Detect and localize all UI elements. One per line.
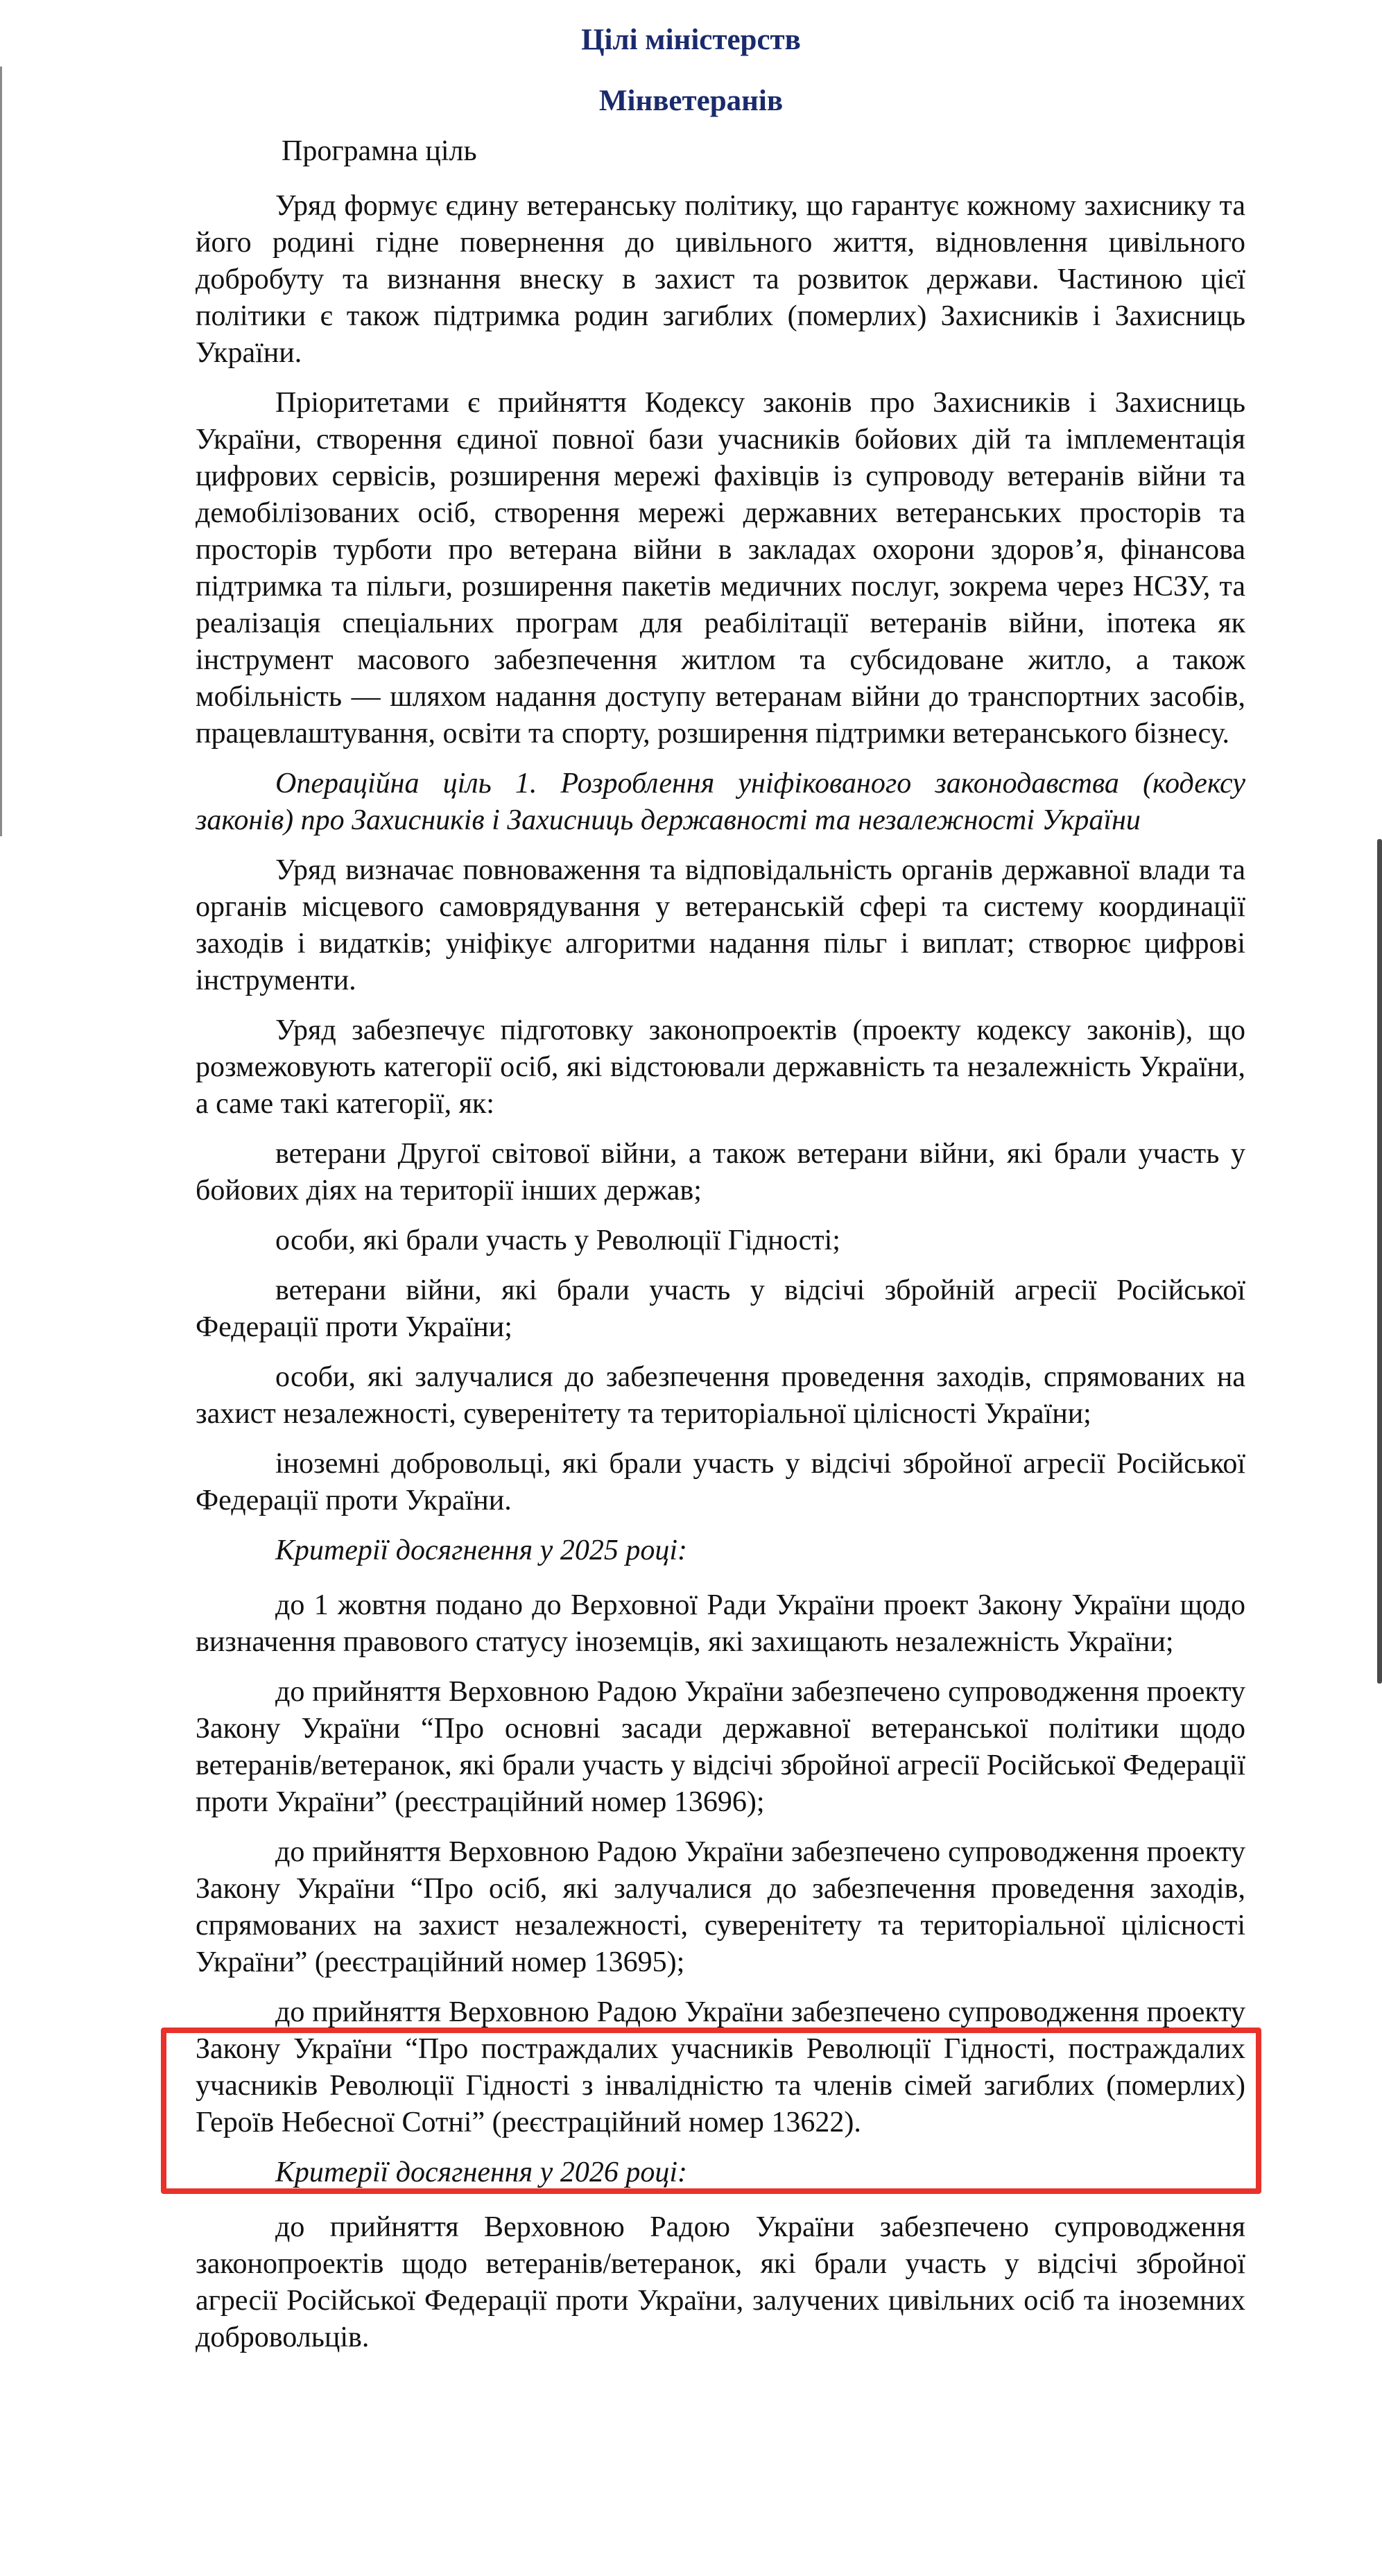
goal-paragraph-2: Уряд забезпечує підготовку законопроектів (проекту кодексу законів), що розмежовують категорії осіб, які відстоювали державність та незалежність України, а саме такі категорії, як: xyxy=(196,1014,1245,1120)
criteria-2026-item: до прийняття Верховною Радою України забезпечено супроводження законопроектів щодо ветеранів/ветеранок, які брали участь у відсічі збройної агресії Російської Федерації проти України, залучених цивільних осіб та іноземних добровольців. xyxy=(196,2211,1245,2353)
program-goal-label: Програмна ціль xyxy=(282,135,477,167)
category-item: особи, які залучалися до забезпечення проведення заходів, спрямованих на захист незалежності, суверенітету та територіальної цілісності України; xyxy=(196,1361,1245,1430)
category-item: ветерани Другої світової війни, а також ветерани війни, які брали участь у бойових діях на території інших держав; xyxy=(196,1138,1245,1207)
category-item: іноземні добровольці, які брали участь у відсічі збройної агресії Російської Федерації проти України. xyxy=(196,1448,1245,1516)
goal-paragraph-1: Уряд визначає повноваження та відповідальність органів державної влади та органів місцевого самоврядування у ветеранській сфері та систему координації заходів і видатків; уніфікує алгоритми надання пільг і виплат; створює цифрові інструменти. xyxy=(196,854,1245,996)
criteria-2026-label: Критерії досягнення у 2026 році: xyxy=(275,2156,687,2188)
criteria-2025-item-highlighted: до прийняття Верховною Радою України забезпечено супроводження проекту Закону України “Про осіб, які залучалися до забезпечення проведення заходів, спрямованих на захист незалежності, суверенітету та територіальної цілісності України” (реєстраційний номер 13695); xyxy=(196,1836,1245,1978)
category-item: особи, які брали участь у Революції Гідності; xyxy=(275,1225,840,1256)
criteria-2025-item: до прийняття Верховною Радою України забезпечено супроводження проекту Закону України “Про основні засади державної ветеранської політики щодо ветеранів/ветеранок, які брали участь у відсічі збройної агресії Російської Федерації проти України” (реєстраційний номер 13696); xyxy=(196,1676,1245,1818)
document-content xyxy=(196,12,1245,2369)
intro-paragraph-1: Уряд формує єдину ветеранську політику, що гарантує кожному захиснику та його родині гідне повернення до цивільного життя, відновлення цивільного добробуту та визнання внеску в захист та розвиток держави. Частиною цієї політики є також підтримка родин загиблих (померлих) Захисників і Захисниць України. xyxy=(196,190,1245,369)
page-title: Цілі міністерств xyxy=(581,24,801,56)
criteria-2025-item: до 1 жовтня подано до Верховної Ради України проект Закону України щодо визначення правового статусу іноземців, які захищають незалежність України; xyxy=(196,1589,1245,1658)
operational-goal-1: Операційна ціль 1. Розроблення уніфікованого законодавства (кодексу законів) про Захисників і Захисниць державності та незалежності України xyxy=(196,768,1245,836)
intro-paragraph-2: Пріоритетами є прийняття Кодексу законів про Захисників і Захисниць України, створення єдиної повної бази учасників бойових дій та імплементація цифрових сервісів, розширення мережі фахівців із супроводу ветеранів війни та демобілізованих осіб, створення мережі державних ветеранських просторів та просторів турботи про ветерана війни в закладах охорони здоров’я, фінансова підтримка та пільги, розширення пакетів медичних послуг, зокрема через НСЗУ, та реалізація спеціальних програм для реабілітації ветеранів війни, іпотека як інструмент масового забезпечення житлом та субсидоване житло, а також мобільність — шляхом надання доступу ветеранам війни до транспортних засобів, працевлаштування, освіти та спорту, розширення підтримки ветеранського бізнесу. xyxy=(196,387,1245,750)
category-item: ветерани війни, які брали участь у відсічі збройній агресії Російської Федерації проти України; xyxy=(196,1274,1245,1343)
scrollbar[interactable] xyxy=(1377,839,1382,1684)
ministry-heading: Мінветеранів xyxy=(598,85,784,117)
criteria-2025-item: до прийняття Верховною Радою України забезпечено супроводження проекту Закону України “Про постраждалих учасників Революції Гідності, постраждалих учасників Революції Гідності з інвалідністю та членів сімей загиблих (померлих) Героїв Небесної Сотні” (реєстраційний номер 13622). xyxy=(196,1996,1245,2138)
criteria-2025-label: Критерії досягнення у 2025 році: xyxy=(275,1535,687,1566)
left-margin-rule xyxy=(0,67,2,836)
